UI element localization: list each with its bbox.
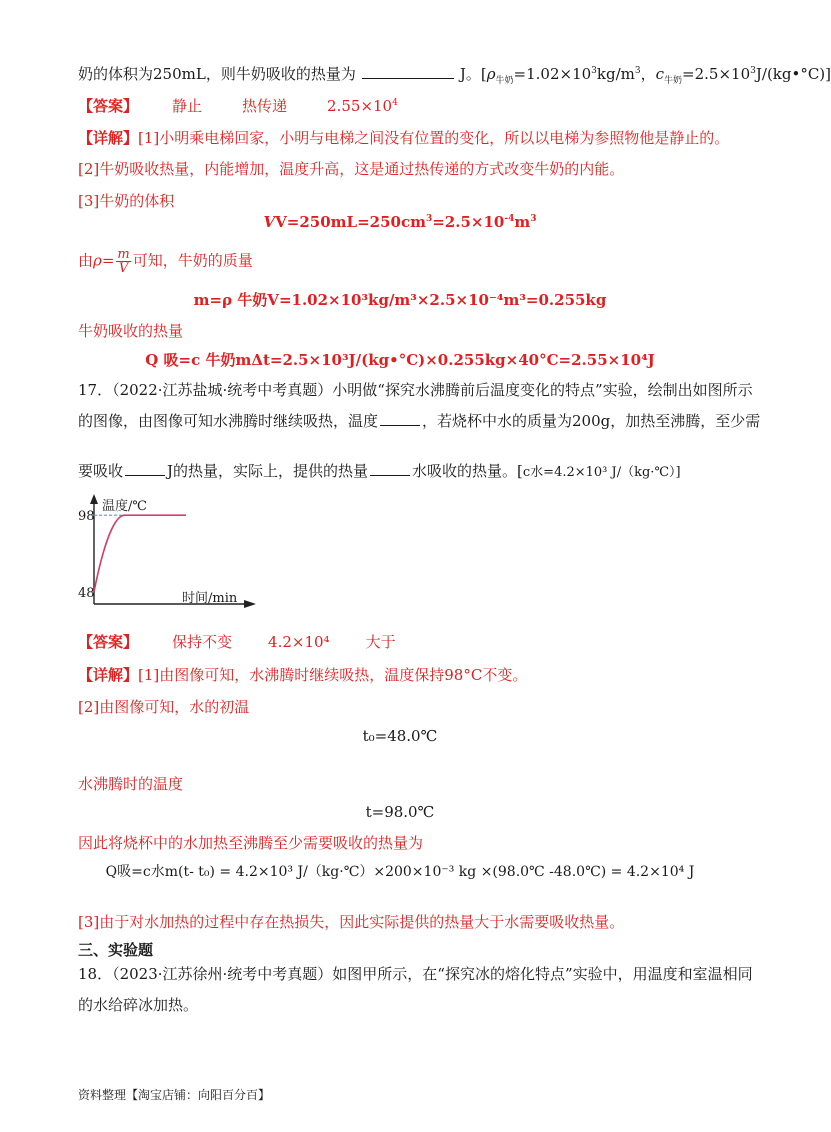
y-axis-arrow bbox=[90, 494, 98, 504]
fraction-m-over-v: $\frac{m}{V}$ bbox=[117, 247, 130, 276]
q16-detail-3: [3]牛奶的体积 bbox=[78, 192, 175, 210]
answer-1: 保持不变 bbox=[172, 633, 233, 651]
eq-mass: m=ρ 牛奶V=1.02×10³kg/m³×2.5×10⁻⁴m³=0.255kg bbox=[193, 291, 607, 309]
answer-1: 静止 bbox=[172, 97, 203, 115]
eq-t: t=98.0℃ bbox=[365, 803, 435, 821]
section-heading: 三、实验题 bbox=[78, 941, 154, 959]
x-axis-label: 时间/min bbox=[182, 591, 238, 606]
answer-blank[interactable] bbox=[380, 411, 420, 426]
by-rho-line: 由ρ= $\frac{m}{V}$ 可知，牛奶的质量 bbox=[78, 247, 253, 276]
temperature-time-chart bbox=[78, 492, 258, 616]
eq-volume: $VV=250mL=250cm^3=2.5\times 10^{-4}m^3$ bbox=[263, 213, 537, 231]
y-tick-label: 48 bbox=[78, 585, 95, 601]
q17-detail-2: [2]由图像可知，水的初温 bbox=[78, 698, 250, 716]
eq-q: Q吸=c水m(t- t₀) = 4.2×10³ J/（kg·℃）×200×10⁻³ kg ×(98.0℃ -48.0℃) = 4.2×10⁴ J bbox=[105, 864, 695, 880]
boil-label: 水沸腾时的温度 bbox=[78, 775, 184, 793]
answer-2: 热传递 bbox=[242, 97, 288, 115]
y-tick-label: 98 bbox=[78, 509, 95, 525]
answer-3: 2.55×10 bbox=[327, 97, 393, 115]
footer-source: 资料整理【淘宝店铺：向阳百分百】 bbox=[78, 1088, 271, 1102]
q16-volume-line: 奶的体积为250mL，则牛奶吸收的热量为 J。[$\rho_{牛奶}=1.02\times 10^3kg/m^3$，$c_{牛奶}=2.5\times 10^3J/(kg•^\circ C)$] bbox=[78, 65, 831, 86]
q17-answer-line: 【答案】 保持不变 4.2×10⁴ 大于 bbox=[78, 633, 396, 651]
y-axis-label: 温度/℃ bbox=[102, 499, 147, 514]
temperature-curve bbox=[94, 515, 186, 592]
q18-line-1: 18．（2023·江苏徐州·统考中考真题）如图甲所示，在“探究冰的熔化特点”实验中，用温度和室温相同 bbox=[78, 965, 753, 983]
eq-heat: Q 吸=c 牛奶mΔt=2.5×10³J/(kg•°C)×0.255kg×40°C=2.55×10⁴J bbox=[145, 351, 655, 369]
answer-2: 4.2×10⁴ bbox=[268, 633, 330, 651]
q17-detail-1: 【详解】[1]由图像可知，水沸腾时继续吸热，温度保持98°C不变。 bbox=[78, 666, 528, 684]
q17-detail-3: [3]由于对水加热的过程中存在热损失，因此实际提供的热量大于水需要吸收热量。 bbox=[78, 913, 625, 931]
answer-blank[interactable] bbox=[125, 461, 165, 476]
q18-line-2: 的水给碎冰加热。 bbox=[78, 996, 199, 1014]
therefore-line: 因此将烧杯中的水加热至沸腾至少需要吸收的热量为 bbox=[78, 834, 424, 852]
x-axis-arrow bbox=[244, 600, 256, 608]
eq-t0: t₀=48.0℃ bbox=[362, 727, 438, 745]
answer-blank[interactable] bbox=[370, 461, 410, 476]
q17-line-2: 的图像，由图像可知水沸腾时继续吸热，温度 ，若烧杯中水的质量为200g，加热至沸腾，至少需 bbox=[78, 412, 761, 430]
q16-detail-2: [2]牛奶吸收热量，内能增加，温度升高，这是通过热传递的方式改变牛奶的内能。 bbox=[78, 160, 625, 178]
q16-detail-1: 【详解】[1]小明乘电梯回家，小明与电梯之间没有位置的变化，所以以电梯为参照物他是静止的。 bbox=[78, 129, 730, 147]
answer-3: 大于 bbox=[365, 633, 396, 651]
q16-answer-line: 【答案】 静止 热传递 $2.55\times 10^4$ bbox=[78, 97, 398, 115]
q17-line-1: 17．（2022·江苏盐城·统考中考真题）小明做“探究水沸腾前后温度变化的特点”实验，绘制出如图所示 bbox=[78, 381, 753, 399]
answer-blank[interactable] bbox=[362, 64, 454, 79]
heat-label: 牛奶吸收的热量 bbox=[78, 322, 184, 340]
q17-line-3: 要吸收 J的热量，实际上，提供的热量 水吸收的热量。[c水=4.2×10³ J/（kg·℃）] bbox=[78, 462, 681, 480]
